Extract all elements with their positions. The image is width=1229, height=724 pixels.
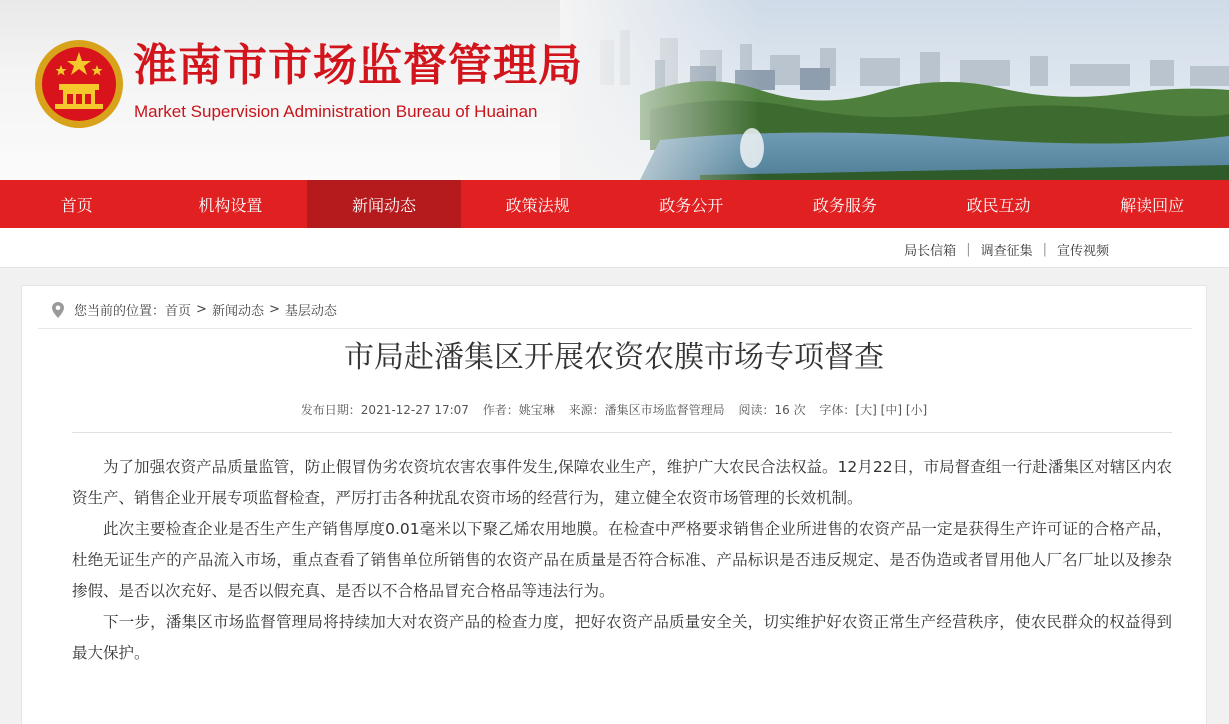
breadcrumb-local-news[interactable]: 基层动态 [284,304,337,319]
article-paragraph: 此次主要检查企业是否生产生产销售厚度0.01毫米以下聚乙烯农用地膜。在检查中严格要求销售企业所进售的农资产品一定是获得生产许可证的合格产品，杜绝无证生产的产品流入市场，重点查看了销售单位所销售的农资产品在质量是否符合标准、产品标识是否违反规定、是否伪造或者冒用他人厂名厂址以及掺杂掺假、是否以次充好、是否以假充真、是否以不合格品冒充合格品等违法行为。 [72,520,1172,600]
font-size-small-button[interactable]: [小] [905,403,928,417]
quick-links [904,240,1109,259]
breadcrumb-divider [38,328,1192,329]
article-meta [22,401,1206,418]
quick-link-videos[interactable]: 宣传视频 [1056,244,1109,259]
site-title: 淮南市市场监督管理局 [133,40,583,91]
nav-item-interpretation[interactable]: 解读回应 [1120,195,1185,215]
nav-item-interaction[interactable]: 政民互动 [966,195,1031,215]
meta-views: 16 次 [774,403,806,417]
nav-item-gov-services[interactable]: 政务服务 [812,195,877,215]
breadcrumb-prefix: 您当前的位置： [74,304,166,319]
meta-divider [72,432,1172,433]
font-size-large-button[interactable]: [大] [855,403,877,417]
meta-source-label: 来源： [568,403,605,417]
breadcrumb-news[interactable]: 新闻动态 [211,304,264,319]
article-title: 市局赴潘集区开展农资农膜市场专项督查 [344,340,884,375]
site-subtitle: Market Supervision Administration Bureau of Huainan [134,102,538,121]
meta-font-label: 字体： [819,403,856,417]
header-banner [0,0,1229,180]
font-size-medium-button[interactable]: [中] [880,403,903,417]
article-body [72,452,1172,669]
meta-source: 潘集区市场监督管理局 [604,403,725,417]
quick-link-director-mailbox[interactable]: 局长信箱 [904,244,957,259]
quick-link-separator: | [1042,242,1047,257]
breadcrumb [52,300,337,319]
meta-views-label: 阅读： [738,403,775,417]
breadcrumb-separator: > [268,302,280,317]
location-pin-icon [52,302,64,318]
article-panel [21,285,1207,724]
nav-item-organization[interactable]: 机构设置 [198,195,263,215]
main-nav [0,180,1229,228]
quick-links-bar [0,228,1229,268]
quick-link-separator: | [966,242,971,257]
quick-link-survey[interactable]: 调查征集 [980,244,1033,259]
article-paragraph: 为了加强农资产品质量监管，防止假冒伪劣农资坑农害农事件发生,保障农业生产，维护广大农民合法权益。12月22日，市局督查组一行赴潘集区对辖区内农资生产、销售企业开展专项监督检查，严厉打击各种扰乱农资市场的经营行为，建立健全农资市场管理的长效机制。 [72,458,1172,507]
nav-item-news[interactable]: 新闻动态 [307,180,461,228]
breadcrumb-separator: > [196,302,207,317]
meta-author-label: 作者： [482,403,519,417]
meta-date: 2021-12-27 17:07 [360,403,469,417]
breadcrumb-home[interactable]: 首页 [165,304,192,319]
nav-item-home[interactable]: 首页 [60,195,93,215]
meta-author: 姚宝琳 [518,403,555,417]
nav-item-policy[interactable]: 政策法规 [505,195,570,215]
meta-date-label: 发布日期： [300,403,361,417]
article-paragraph: 下一步，潘集区市场监督管理局将持续加大对农资产品的检查力度，把好农资产品质量安全关，切实维护好农资正常生产经营秩序，使农民群众的权益得到最大保护。 [72,613,1172,662]
nav-item-gov-affairs[interactable]: 政务公开 [659,195,724,215]
national-emblem-icon [33,38,125,132]
